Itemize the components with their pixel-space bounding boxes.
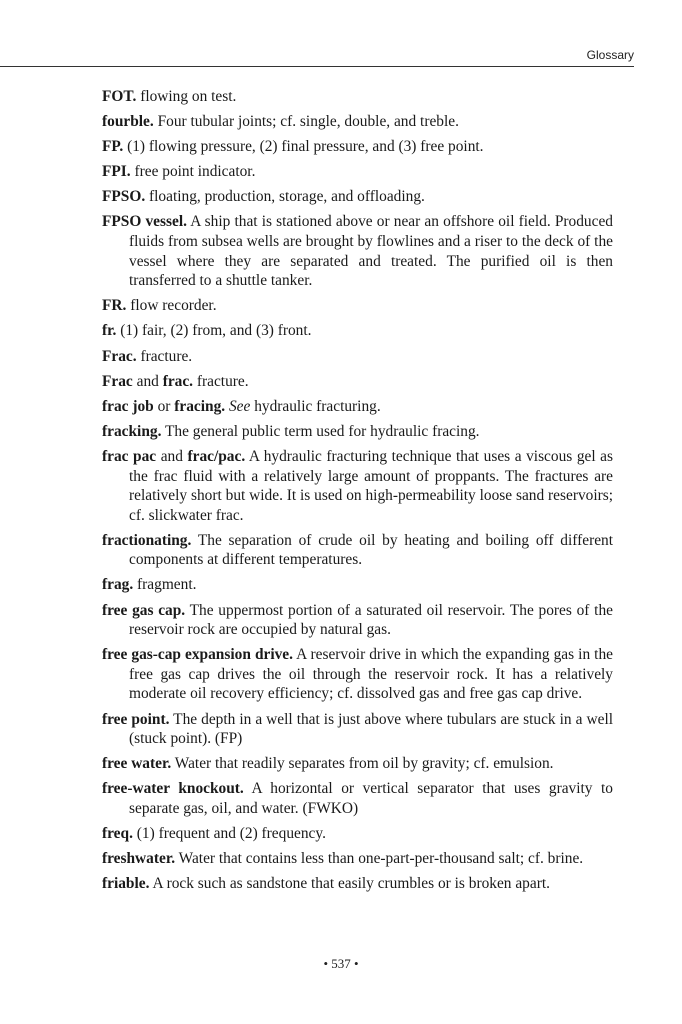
entry-definition: free point indicator.	[130, 163, 256, 181]
entry-term-alt: frac.	[162, 372, 194, 390]
entry-definition: fracture.	[193, 372, 249, 390]
entry-definition: flowing on test.	[136, 88, 237, 105]
glossary-entry	[102, 710, 613, 749]
glossary-entry	[102, 601, 613, 640]
page-number: • 537 •	[323, 956, 359, 971]
entry-definition: (1) frequent and (2) frequency.	[132, 825, 326, 842]
entry-term: fracking.	[102, 422, 162, 440]
glossary-entry	[102, 645, 613, 704]
entry-term: freq.	[102, 825, 133, 842]
glossary-entry	[102, 347, 613, 367]
entry-term: FPSO.	[102, 188, 146, 206]
entry-term: friable.	[102, 875, 150, 893]
entry-term: fourble.	[102, 113, 154, 131]
glossary-entry	[102, 575, 613, 595]
entry-definition: A horizontal or vertical separator that uses gravity to separate gas, oil, and water. (FWKO)	[129, 780, 613, 817]
entry-term: FOT.	[102, 88, 137, 105]
entry-term: FPI.	[102, 163, 131, 181]
glossary-entry	[102, 779, 613, 818]
running-head: Glossary	[586, 48, 634, 62]
glossary-entry	[102, 531, 613, 570]
entry-term: free water.	[102, 755, 172, 773]
entry-term: free gas-cap expansion drive.	[102, 646, 293, 664]
glossary-entry	[102, 874, 613, 894]
entry-term-alt: frac/pac.	[187, 447, 246, 465]
entry-definition: hydraulic fracturing.	[250, 397, 381, 415]
glossary-entry	[102, 296, 613, 316]
entry-definition: fragment.	[133, 576, 197, 594]
entry-term: frac pac	[102, 447, 157, 465]
entry-definition: flow recorder.	[126, 297, 217, 315]
glossary-entry	[102, 137, 613, 157]
entry-term: FP.	[102, 138, 124, 156]
glossary-entry	[102, 422, 613, 442]
glossary-entry	[102, 824, 613, 844]
entry-definition: A reservoir drive in which the expanding gas in the free gas cap drives the oil through the reservoir rock. It has a relatively moderate oil recovery efficiency; cf. dissolved gas and free gas cap drive.	[129, 646, 613, 703]
entry-definition: Water that readily separates from oil by gravity; cf. emulsion.	[171, 755, 554, 773]
entry-term: frag.	[102, 576, 134, 594]
glossary-entry	[102, 162, 613, 182]
glossary-entry	[102, 397, 613, 417]
glossary-entry	[102, 212, 613, 290]
glossary-entry	[102, 849, 613, 869]
entry-term: FPSO vessel.	[102, 213, 187, 231]
entry-definition: A ship that is stationed above or near an offshore oil field. Produced fluids from subsea wells are brought by flowlines and a riser to the deck of the vessel where they are separated and treated. The purified oil is then transferred to a shuttle tanker.	[129, 213, 613, 290]
entry-definition: The separation of crude oil by heating and boiling off different components at different temperatures.	[129, 531, 613, 569]
entry-connector: and	[132, 372, 163, 390]
entry-term: Frac.	[102, 347, 137, 365]
entry-term: free gas cap.	[102, 601, 186, 619]
entry-connector: or	[153, 397, 175, 415]
glossary-entries	[102, 87, 613, 899]
entry-term: FR.	[102, 297, 127, 315]
header-rule	[0, 66, 634, 67]
glossary-entry	[102, 187, 613, 207]
entry-definition: The depth in a well that is just above where tubulars are stuck in a well (stuck point). (FP)	[129, 710, 613, 748]
entry-definition: Water that contains less than one-part-per-thousand salt; cf. brine.	[175, 850, 584, 868]
entry-definition: A hydraulic fracturing technique that uses a viscous gel as the frac fluid with a relatively large amount of proppants. The fractures are relatively short but wide. It is used on high-permeability loose sand reservoirs; cf. slickwater frac.	[129, 447, 614, 524]
entry-term: fr.	[102, 322, 117, 340]
entry-term: fractionating.	[102, 531, 192, 549]
entry-definition: The general public term used for hydraulic fracing.	[161, 422, 480, 440]
glossary-entry	[102, 372, 613, 392]
glossary-entry	[102, 321, 613, 341]
entry-see-reference: See	[225, 397, 251, 415]
entry-definition: (1) fair, (2) from, and (3) front.	[116, 322, 312, 340]
entry-definition: fracture.	[136, 347, 193, 365]
entry-definition: Four tubular joints; cf. single, double, and treble.	[153, 113, 459, 131]
entry-term: frac job	[102, 397, 154, 415]
glossary-entry	[102, 754, 613, 774]
entry-definition: floating, production, storage, and offloading.	[145, 188, 425, 206]
entry-definition: The uppermost portion of a saturated oil reservoir. The pores of the reservoir rock are occupied by natural gas.	[129, 601, 613, 639]
glossary-entry	[102, 447, 613, 525]
entry-term: freshwater.	[102, 850, 176, 868]
glossary-entry	[102, 87, 613, 107]
entry-term: free point.	[102, 710, 170, 728]
glossary-entry	[102, 112, 613, 132]
entry-definition: (1) flowing pressure, (2) final pressure, and (3) free point.	[123, 138, 484, 156]
entry-term: free-water knockout.	[102, 780, 244, 798]
entry-definition: A rock such as sandstone that easily crumbles or is broken apart.	[149, 875, 550, 893]
entry-term-alt: fracing.	[174, 397, 226, 415]
entry-connector: and	[156, 447, 188, 465]
entry-term: Frac	[102, 372, 133, 390]
